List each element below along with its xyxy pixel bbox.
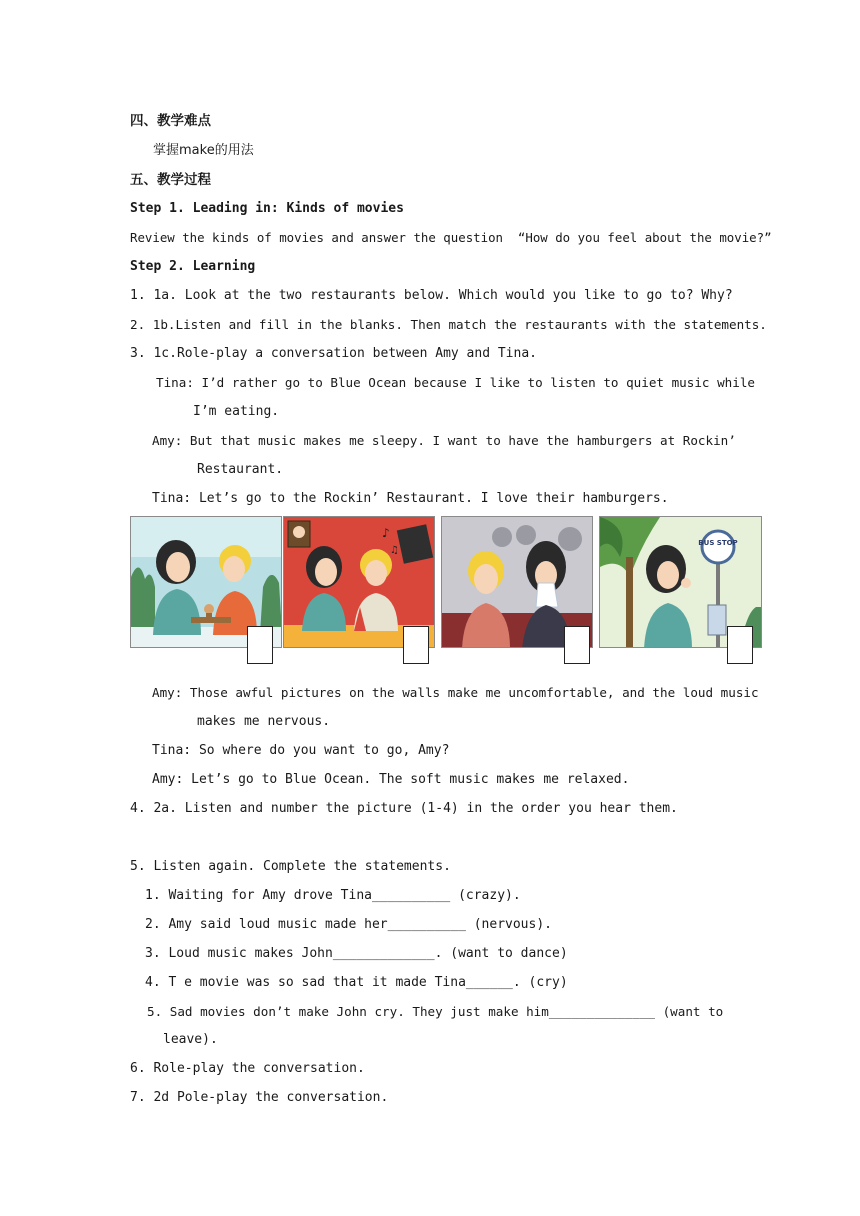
- bus-stop-sign-label: BUS STOP: [698, 539, 738, 547]
- statement-line: 2. Amy said loud music made her__________ (nervous).: [145, 917, 552, 932]
- svg-text:♪: ♪: [382, 526, 390, 540]
- statement-line: leave).: [163, 1032, 218, 1047]
- picture-strip: [130, 516, 762, 666]
- statement-line: 4. T e movie was so sad that it made Tina______. (cry): [145, 975, 568, 990]
- statement-line: 5. Sad movies don’t make John cry. They just make him______________ (want to: [147, 1004, 724, 1019]
- dialogue-line: Restaurant.: [197, 462, 284, 477]
- statement-line: 3. Loud music makes John_____________. (want to dance): [145, 946, 568, 961]
- step1-text: Review the kinds of movies and answer the question “How do you feel about the movie?”: [130, 230, 772, 245]
- answer-box-1[interactable]: [247, 626, 273, 664]
- dialogue-line: Tina: Let’s go to the Rockin’ Restaurant. I love their hamburgers.: [152, 491, 669, 506]
- step2-item6: 6. Role-play the conversation.: [130, 1061, 365, 1076]
- dialogue-line: Amy: Those awful pictures on the walls make me uncomfortable, and the loud music: [152, 685, 759, 700]
- step2-item2: 2. 1b.Listen and fill in the blanks. Then match the restaurants with the statements.: [130, 317, 767, 332]
- step2-item5: 5. Listen again. Complete the statements.: [130, 859, 451, 874]
- step2-title: Step 2. Learning: [130, 259, 256, 274]
- dialogue-line: makes me nervous.: [197, 714, 331, 729]
- dialogue-line: Tina: I’d rather go to Blue Ocean because I like to listen to quiet music while: [156, 375, 755, 390]
- answer-box-3[interactable]: [564, 626, 590, 664]
- answer-box-2[interactable]: [403, 626, 429, 664]
- dialogue-line: Tina: So where do you want to go, Amy?: [152, 743, 450, 758]
- dialogue-line: Amy: Let’s go to Blue Ocean. The soft music makes me relaxed.: [152, 772, 630, 787]
- svg-text:♫: ♫: [390, 545, 399, 556]
- step2-item4: 4. 2a. Listen and number the picture (1-4) in the order you hear them.: [130, 801, 678, 816]
- statement-line: 1. Waiting for Amy drove Tina__________ (crazy).: [145, 888, 521, 903]
- dialogue-line: I’m eating.: [193, 404, 280, 419]
- step1-title: Step 1. Leading in: Kinds of movies: [130, 201, 404, 216]
- section4-point: 掌握make的用法: [153, 143, 254, 158]
- section4-heading: 四、教学难点: [130, 113, 211, 129]
- answer-box-4[interactable]: [727, 626, 753, 664]
- dialogue-line: Amy: But that music makes me sleepy. I want to have the hamburgers at Rockin’: [152, 433, 736, 448]
- step2-item3: 3. 1c.Role-play a conversation between Amy and Tina.: [130, 346, 537, 361]
- section5-heading: 五、教学过程: [130, 172, 211, 188]
- step2-item7: 7. 2d Pole-play the conversation.: [130, 1090, 389, 1105]
- step2-item1: 1. 1a. Look at the two restaurants below. Which would you like to go to? Why?: [130, 288, 733, 303]
